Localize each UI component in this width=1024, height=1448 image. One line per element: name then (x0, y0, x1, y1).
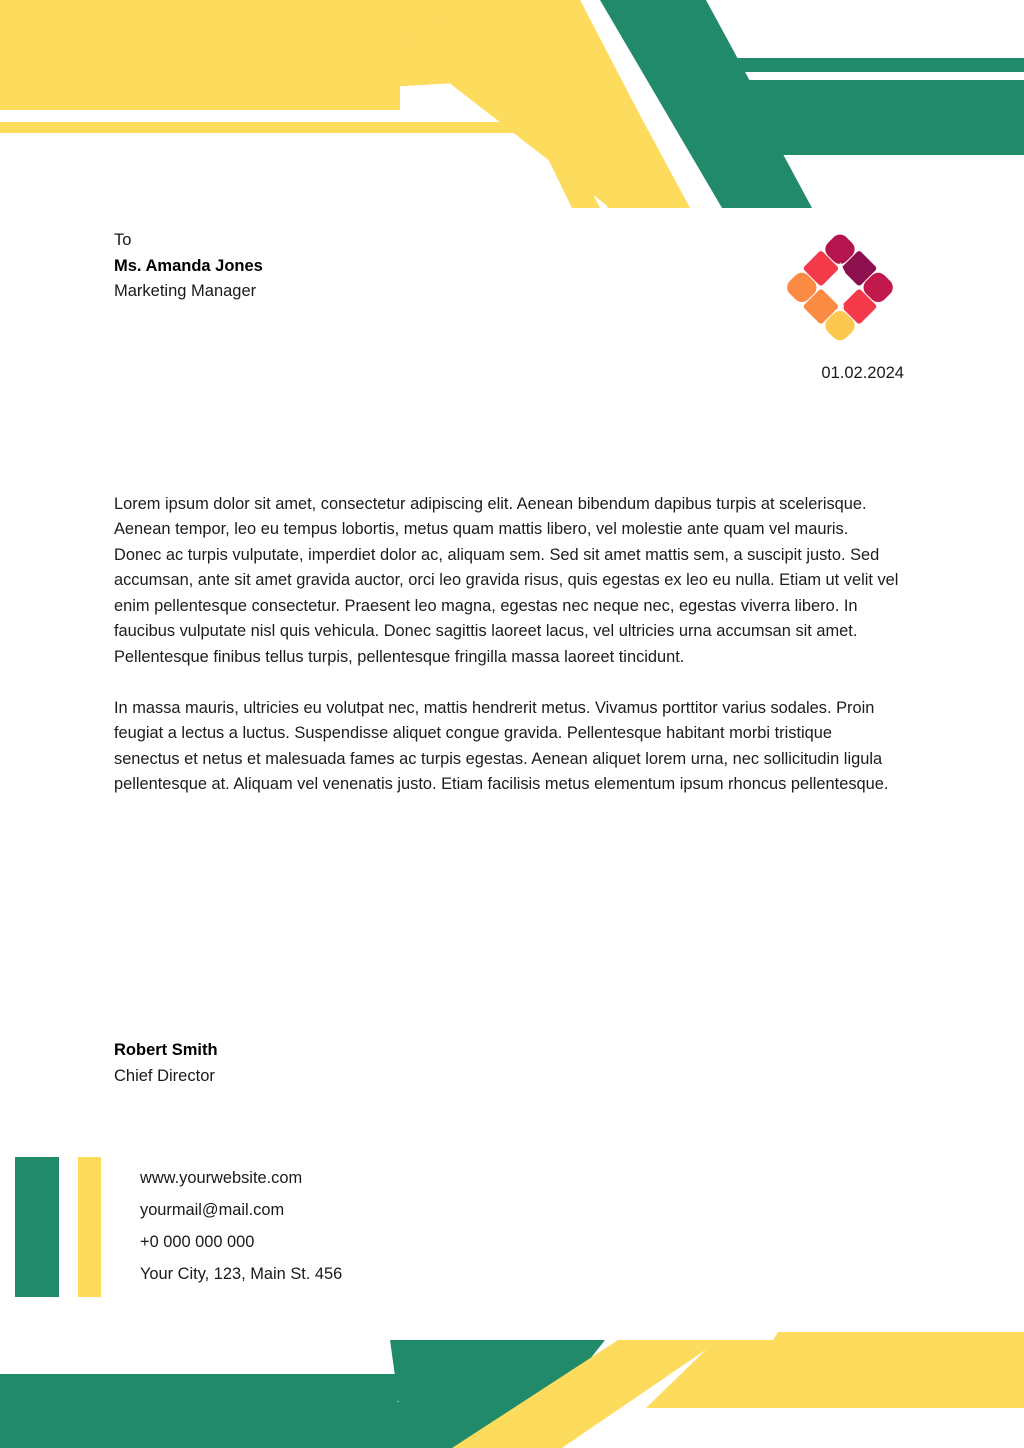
recipient-role: Marketing Manager (114, 282, 257, 301)
footer-email[interactable]: yourmail@mail.com (140, 1200, 285, 1219)
letter-body (114, 492, 900, 798)
body-paragraph-1: Lorem ipsum dolor sit amet, consectetur adipiscing elit. Aenean bibendum dapibus turpis at scelerisque. Aenean tempor, leo eu tempus lobortis, metus quam mattis libero, vel molestie ante quam vel mauris. Donec ac turpis vulputate, imperdiet dolor ac, aliquam sem. Sed sit amet mattis sem, a suscipit justo. Sed accumsan, ante sit amet gravida auctor, orci leo gravida risus, quis egestas ex leo eu nulla. Etiam ut velit vel enim pellentesque consectetur. Praesent leo magna, egestas nec neque nec, egestas viverra libero. In faucibus vulputate nisl quis vehicula. Donec sagittis laoreet lacus, vel ultricies urna accumsan sit amet. Pellentesque finibus tellus turpis, pellentesque fringilla massa laoreet tincidunt. (114, 495, 899, 666)
footer-contact-lines (140, 1157, 342, 1297)
recipient-to-label: To (114, 231, 132, 249)
diamond-bolt-logo-icon (782, 228, 898, 344)
company-logo (782, 228, 898, 344)
letter-date: 01.02.2024 (821, 364, 904, 382)
body-paragraph-2: In massa mauris, ultricies eu volutpat nec, mattis hendrerit metus. Vivamus porttitor varius sodales. Proin feugiat a lectus a luctus. Suspendisse aliquet congue gravida. Pellentesque habitant morbi tristique senectus et netus et malesuada fames ac turpis egestas. Aenean aliquet lorem urna, nec sollicitudin ligula pellentesque at. Aliquam vel venenatis justo. Etiam facilisis metus elementum ipsum rhoncus pellentesque. (114, 698, 889, 794)
recipient-name: Ms. Amanda Jones (114, 256, 263, 275)
footer-phone[interactable]: +0 000 000 000 (140, 1232, 255, 1251)
signature-role: Chief Director (114, 1066, 215, 1085)
footer-address: Your City, 123, Main St. 456 (140, 1264, 343, 1283)
signature-name: Robert Smith (114, 1041, 218, 1059)
footer-contact-block (15, 1157, 342, 1297)
footer-yellow-accent-bar (78, 1157, 101, 1297)
footer-website[interactable]: www.yourwebsite.com (140, 1169, 303, 1187)
recipient-block (114, 228, 263, 305)
signature-block (114, 1038, 218, 1089)
footer-green-accent-bar (15, 1157, 59, 1297)
footer-accent-gap (59, 1157, 78, 1297)
